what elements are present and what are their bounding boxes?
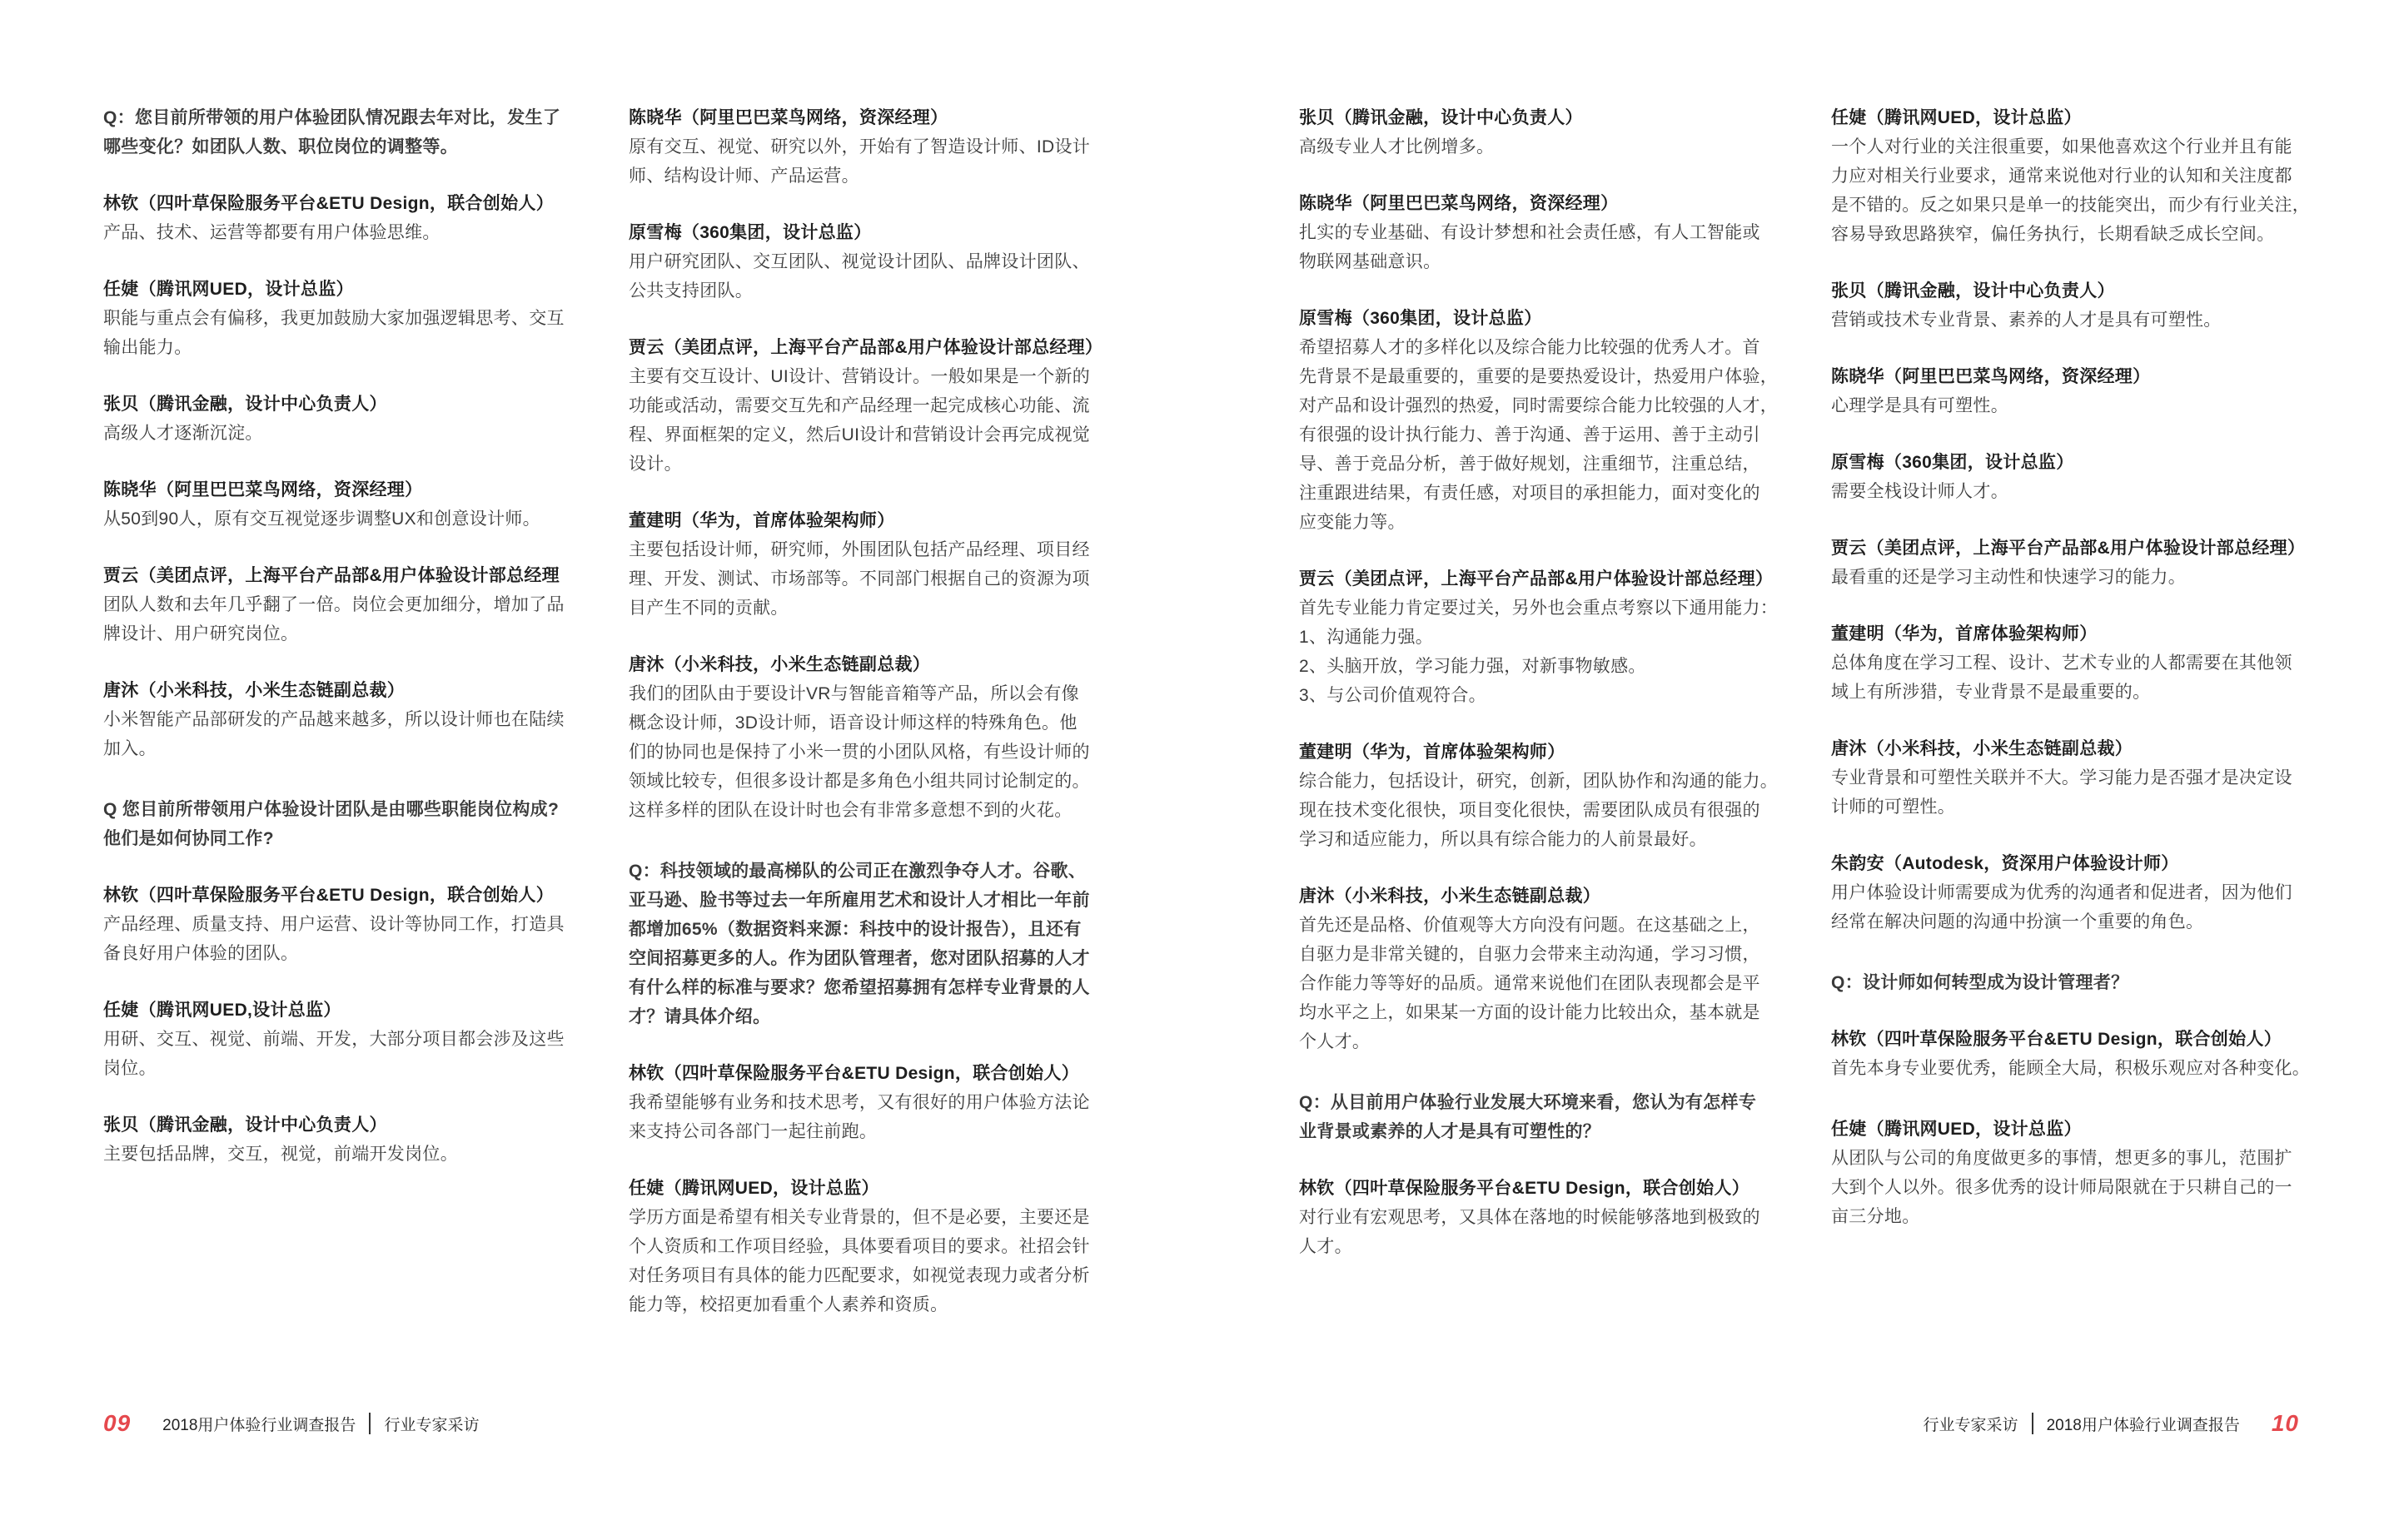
text-line: 哪些变化？如团队人数、职位岗位的调整等。 <box>103 137 458 156</box>
answer-block <box>629 218 1112 306</box>
text-line: 原有交互、视觉、研究以外，开始有了智造设计师、ID设计 <box>629 137 1091 156</box>
answer-block <box>1831 276 2314 335</box>
text-line: 计师的可塑性。 <box>1831 797 1956 817</box>
text-line: 需要全栈设计师人才。 <box>1831 482 2008 501</box>
text-line: 是不错的。反之如果只是单一的技能突出，而少有行业关注， <box>1831 196 2311 215</box>
text-line: 一个人对行业的关注很重要，如果他喜欢这个行业并且有能 <box>1831 137 2292 156</box>
answer-text <box>629 535 1112 623</box>
answer-block <box>103 881 586 968</box>
text-line: 他们是如何协同工作? <box>103 829 274 848</box>
speaker-heading: 张贝（腾讯金融，设计中心负责人） <box>103 1115 387 1135</box>
report-title: 2018用户体验行业调查报告 <box>162 1416 356 1434</box>
text-line: 自驱力是非常关键的，自驱力会带来主动沟通，学习习惯， <box>1299 945 1760 964</box>
text-line: 大到个人以外。很多优秀的设计师局限就在于只耕自己的一 <box>1831 1178 2292 1197</box>
answer-block <box>103 1110 586 1169</box>
text-line: 合作能力等等好的品质。通常来说他们在团队表现都会是平 <box>1299 974 1760 993</box>
speaker-heading: 任婕（腾讯网UED，设计总监） <box>629 1179 879 1198</box>
footer-left <box>103 1408 479 1438</box>
text-line: 人才。 <box>1299 1237 1352 1256</box>
answer-text <box>103 218 586 247</box>
speaker-heading: 唐沐（小米科技，小米生态链副总裁） <box>629 655 931 674</box>
answer-text <box>103 1025 586 1083</box>
answer-text <box>103 304 586 362</box>
question-block <box>1299 1088 1782 1146</box>
answer-block <box>629 650 1112 825</box>
text-line: 备良好用户体验的团队。 <box>103 944 299 963</box>
question-text <box>103 795 586 853</box>
text-line: 领域比较专，但很多设计都是多角色小组共同讨论制定的。 <box>629 772 1090 791</box>
question-text <box>1831 968 2314 997</box>
answer-block <box>1831 619 2314 707</box>
text-line: 最看重的还是学习主动性和快速学习的能力。 <box>1831 568 2186 587</box>
text-line: 个人资质和工作项目经验，具体要看项目的要求。社招会针 <box>629 1237 1090 1256</box>
text-line: 亩三分地。 <box>1831 1207 1920 1226</box>
text-line: 加入。 <box>103 739 157 758</box>
question-block <box>1831 968 2314 997</box>
speaker-heading: 贾云（美团点评，上海平台产品部&用户体验设计部总经理） <box>629 338 1103 357</box>
answer-text <box>103 419 586 448</box>
answer-text <box>1831 878 2314 936</box>
answer-text <box>1831 391 2314 420</box>
answer-block <box>629 1059 1112 1146</box>
answer-text <box>629 679 1112 825</box>
speaker-heading: 董建明（华为，首席体验架构师） <box>629 511 895 530</box>
report-title: 2018用户体验行业调查报告 <box>2046 1416 2240 1434</box>
speaker-heading: 原雪梅（360集团，设计总监） <box>629 223 872 242</box>
answer-text <box>103 910 586 968</box>
speaker-heading: 林钦（四叶草保险服务平台&ETU Design，联合创始人） <box>103 886 555 905</box>
speaker-heading: 陈晓华（阿里巴巴菜鸟网络，资深经理） <box>1831 367 2151 386</box>
text-line: 职能与重点会有偏移，我更加鼓励大家加强逻辑思考、交互 <box>103 309 565 328</box>
speaker-heading: 林钦（四叶草保险服务平台&ETU Design，联合创始人） <box>103 194 555 213</box>
text-line: 用户研究团队、交互团队、视觉设计团队、品牌设计团队、 <box>629 252 1090 271</box>
text-line: 高级专业人才比例增多。 <box>1299 137 1495 156</box>
text-line: 牌设计、用户研究岗位。 <box>103 624 299 643</box>
answer-block <box>103 475 586 534</box>
text-line: 力应对相关行业要求，通常来说他对行业的认知和关注度都 <box>1831 166 2292 186</box>
page-number: 10 <box>2271 1410 2299 1436</box>
page-number: 09 <box>103 1410 132 1436</box>
answer-text <box>629 362 1112 479</box>
text-line: 扎实的专业基础、有设计梦想和社会责任感，有人工智能或 <box>1299 223 1760 242</box>
text-line: 们的协同也是保持了小米一贯的小团队风格，有些设计师的 <box>629 743 1090 762</box>
answer-text <box>1299 911 1782 1056</box>
text-line: 用研、交互、视觉、前端、开发，大部分项目都会涉及这些 <box>103 1030 565 1049</box>
text-line: 公共支持团队。 <box>629 281 754 301</box>
text-line: 我们的团队由于要设计VR与智能音箱等产品，所以会有像 <box>629 684 1079 703</box>
answer-block <box>629 506 1112 623</box>
divider <box>369 1413 371 1434</box>
answer-block <box>103 189 586 247</box>
question-text <box>1299 1088 1782 1146</box>
text-line: 首先专业能力肯定要过关，另外也会重点考察以下通用能力： <box>1299 599 1779 618</box>
text-line: 综合能力，包括设计，研究，创新，团队协作和沟通的能力。 <box>1299 772 1779 791</box>
answer-text <box>1831 477 2314 506</box>
text-line: 有什么样的标准与要求？您希望招募拥有怎样专业背景的人 <box>629 978 1090 997</box>
text-line: 小米智能产品部研发的产品越来越多，所以设计师也在陆续 <box>103 710 565 729</box>
answer-block <box>103 561 586 648</box>
answer-text <box>1299 218 1782 276</box>
answer-block <box>1831 362 2314 420</box>
text-line: 师、结构设计师、产品运营。 <box>629 166 859 186</box>
speaker-heading: 董建明（华为，首席体验架构师） <box>1299 743 1565 762</box>
speaker-heading: 董建明（华为，首席体验架构师） <box>1831 624 2098 643</box>
speaker-heading: 原雪梅（360集团，设计总监） <box>1831 453 2074 472</box>
text-line: 理、开发、测试、市场部等。不同部门根据自己的资源为项 <box>629 569 1090 589</box>
text-line: 应变能力等。 <box>1299 513 1406 532</box>
text-line: Q：您目前所带领的用户体验团队情况跟去年对比，发生了 <box>103 108 561 127</box>
text-line: 导、善于竞品分析，善于做好规划，注重细节，注重总结， <box>1299 455 1760 474</box>
answer-text <box>1831 132 2314 249</box>
answer-text <box>1299 333 1782 537</box>
text-line: 主要包括设计师，研究师，外围团队包括产品经理、项目经 <box>629 540 1090 559</box>
text-line: 个人才。 <box>1299 1032 1371 1051</box>
text-line: 目产生不同的贡献。 <box>629 599 789 618</box>
answer-block <box>1299 738 1782 854</box>
answer-text <box>1299 132 1782 161</box>
question-block <box>629 857 1112 1031</box>
text-line: 业背景或素养的人才是具有可塑性的？ <box>1299 1122 1601 1141</box>
text-line: 都增加65%（数据资料来源：科技中的设计报告），且还有 <box>629 920 1082 939</box>
text-line: 先背景不是最重要的，重要的是要热爱设计，热爱用户体验， <box>1299 367 1779 386</box>
answer-block <box>103 676 586 763</box>
answer-text <box>1299 594 1782 710</box>
text-line: 2、头脑开放，学习能力强，对新事物敏感。 <box>1299 657 1646 676</box>
column-3 <box>1299 103 1782 1289</box>
speaker-heading: 唐沐（小米科技，小米生态链副总裁） <box>1299 887 1601 906</box>
answer-block <box>1299 564 1782 710</box>
answer-block <box>1831 849 2314 936</box>
text-line: 有很强的设计执行能力、善于沟通、善于运用、善于主动引 <box>1299 425 1760 445</box>
text-line: 用户体验设计师需要成为优秀的沟通者和促进者，因为他们 <box>1831 883 2292 902</box>
text-line: 空间招募更多的人。作为团队管理者，您对团队招募的人才 <box>629 949 1090 968</box>
speaker-heading: 贾云（美团点评，上海平台产品部&用户体验设计部总经理 <box>103 566 560 585</box>
speaker-heading: 任婕（腾讯网UED，设计总监） <box>1831 108 2082 127</box>
speaker-heading: 陈晓华（阿里巴巴菜鸟网络，资深经理） <box>103 480 423 499</box>
text-line: 主要有交互设计、UI设计、营销设计。一般如果是一个新的 <box>629 367 1091 386</box>
text-line: 注重跟进结果，有责任感，对项目的承担能力，面对变化的 <box>1299 484 1760 503</box>
text-line: 团队人数和去年几乎翻了一倍。岗位会更加细分，增加了品 <box>103 595 565 614</box>
column-1 <box>103 103 586 1196</box>
speaker-heading: 林钦（四叶草保险服务平台&ETU Design，联合创始人） <box>1831 1030 2282 1049</box>
text-line: 高级人才逐渐沉淀。 <box>103 424 263 443</box>
answer-block <box>1299 189 1782 276</box>
answer-block <box>629 1174 1112 1319</box>
answer-block <box>1831 448 2314 506</box>
column-2 <box>629 103 1112 1347</box>
speaker-heading: 陈晓华（阿里巴巴菜鸟网络，资深经理） <box>629 108 948 127</box>
answer-block <box>1299 304 1782 537</box>
text-line: 首先本身专业要优秀，能顾全大局，积极乐观应对各种变化。 <box>1831 1059 2311 1078</box>
text-line: 产品、技术、运营等都要有用户体验思维。 <box>103 223 440 242</box>
text-line: 营销或技术专业背景、素养的人才是具有可塑性。 <box>1831 310 2222 330</box>
text-line: 设计。 <box>629 455 682 474</box>
speaker-heading: 陈晓华（阿里巴巴菜鸟网络，资深经理） <box>1299 194 1619 213</box>
text-line: 1、沟通能力强。 <box>1299 628 1434 647</box>
speaker-heading: 任婕（腾讯网UED，设计总监） <box>1831 1120 2082 1139</box>
answer-block <box>103 275 586 362</box>
answer-text <box>103 1140 586 1169</box>
text-line: 从50到90人，原有交互视觉逐步调整UX和创意设计师。 <box>103 509 540 529</box>
footer-right <box>1924 1408 2299 1438</box>
text-line: 功能或活动，需要交互先和产品经理一起完成核心功能、流 <box>629 396 1090 415</box>
section-title: 行业专家采访 <box>384 1416 480 1434</box>
text-line: Q：设计师如何转型成为设计管理者？ <box>1831 973 2129 992</box>
answer-text <box>1831 1144 2314 1231</box>
answer-text <box>1831 763 2314 822</box>
answer-block <box>1831 1115 2314 1231</box>
answer-text <box>103 504 586 534</box>
answer-text <box>629 132 1112 191</box>
text-line: 来支持公司各部门一起往前跑。 <box>629 1122 878 1141</box>
answer-text <box>1831 306 2314 335</box>
speaker-heading: 张贝（腾讯金融，设计中心负责人） <box>1299 108 1583 127</box>
text-line: Q：科技领域的最高梯队的公司正在激烈争夺人才。谷歌、 <box>629 862 1087 881</box>
divider <box>2032 1413 2033 1434</box>
text-line: 才？请具体介绍。 <box>629 1007 771 1026</box>
text-line: 概念设计师，3D设计师，语音设计师这样的特殊角色。他 <box>629 713 1078 733</box>
answer-block <box>1299 103 1782 161</box>
text-line: 从团队与公司的角度做更多的事情，想更多的事儿，范围扩 <box>1831 1149 2292 1168</box>
speaker-heading: 唐沐（小米科技，小米生态链副总裁） <box>103 681 406 700</box>
text-line: 3、与公司价值观符合。 <box>1299 686 1486 705</box>
answer-block <box>629 103 1112 191</box>
speaker-heading: 张贝（腾讯金融，设计中心负责人） <box>103 395 387 414</box>
answer-text <box>629 247 1112 306</box>
answer-text <box>629 1088 1112 1146</box>
speaker-heading: 朱韵安（Autodesk，资深用户体验设计师） <box>1831 854 2179 873</box>
text-line: 希望招募人才的多样化以及综合能力比较强的优秀人才。首 <box>1299 338 1760 357</box>
answer-text <box>103 705 586 763</box>
text-line: 这样多样的团队在设计时也会有非常多意想不到的火花。 <box>629 801 1073 820</box>
speaker-heading: 任婕（腾讯网UED,设计总监） <box>103 1001 341 1020</box>
question-text <box>629 857 1112 1031</box>
question-block <box>103 795 586 853</box>
answer-block <box>103 390 586 448</box>
answer-text <box>1831 648 2314 707</box>
text-line: 心理学是具有可塑性。 <box>1831 396 2008 415</box>
answer-block <box>1831 734 2314 822</box>
speaker-heading: 原雪梅（360集团，设计总监） <box>1299 309 1542 328</box>
text-line: 对行业有宏观思考，又具体在落地的时候能够落地到极致的 <box>1299 1208 1760 1227</box>
answer-text <box>629 1203 1112 1319</box>
speaker-heading: 任婕（腾讯网UED，设计总监） <box>103 280 354 299</box>
answer-block <box>1299 1174 1782 1261</box>
answer-block <box>629 333 1112 479</box>
speaker-heading: 唐沐（小米科技，小米生态链副总裁） <box>1831 739 2133 758</box>
answer-text <box>1831 1054 2314 1083</box>
text-line: 物联网基础意识。 <box>1299 252 1441 271</box>
text-line: Q 您目前所带领用户体验设计团队是由哪些职能岗位构成? <box>103 800 560 819</box>
text-line: 专业背景和可塑性关联并不大。学习能力是否强才是决定设 <box>1831 768 2292 787</box>
answer-block <box>103 996 586 1083</box>
text-line: 均水平之上，如果某一方面的设计能力比较出众，基本就是 <box>1299 1003 1760 1022</box>
text-line: 对产品和设计强烈的热爱，同时需要综合能力比较强的人才， <box>1299 396 1779 415</box>
text-line: 岗位。 <box>103 1059 157 1078</box>
question-block <box>103 103 586 161</box>
answer-block <box>1831 103 2314 249</box>
answer-text <box>1299 1203 1782 1261</box>
answer-block <box>1831 1025 2314 1083</box>
text-line: 产品经理、质量支持、用户运营、设计等协同工作，打造具 <box>103 915 565 934</box>
text-line: 学历方面是希望有相关专业背景的，但不是必要，主要还是 <box>629 1208 1090 1227</box>
text-line: 能力等，校招更加看重个人素养和资质。 <box>629 1295 948 1314</box>
answer-block <box>1299 882 1782 1056</box>
text-line: 我希望能够有业务和技术思考，又有很好的用户体验方法论 <box>629 1093 1090 1112</box>
answer-block <box>1831 534 2314 592</box>
answer-text <box>1831 563 2314 592</box>
text-line: 学习和适应能力，所以具有综合能力的人前景最好。 <box>1299 830 1707 849</box>
text-line: 总体角度在学习工程、设计、艺术专业的人都需要在其他领 <box>1831 653 2292 673</box>
text-line: 经常在解决问题的沟通中扮演一个重要的角色。 <box>1831 912 2204 931</box>
speaker-heading: 贾云（美团点评，上海平台产品部&用户体验设计部总经理） <box>1831 539 2306 558</box>
text-line: 亚马逊、脸书等过去一年所雇用艺术和设计人才相比一年前 <box>629 891 1090 910</box>
section-title: 行业专家采访 <box>1923 1416 2018 1434</box>
text-line: 程、界面框架的定义，然后UI设计和营销设计会再完成视觉 <box>629 425 1091 445</box>
column-4 <box>1831 103 2314 1259</box>
text-line: 首先还是品格、价值观等大方向没有问题。在这基础之上， <box>1299 916 1760 935</box>
answer-text <box>1299 767 1782 854</box>
text-line: Q：从目前用户体验行业发展大环境来看，您认为有怎样专 <box>1299 1093 1757 1112</box>
text-line: 主要包括品牌，交互，视觉，前端开发岗位。 <box>103 1145 458 1164</box>
text-line: 容易导致思路狭窄，偏任务执行，长期看缺乏成长空间。 <box>1831 225 2275 244</box>
speaker-heading: 林钦（四叶草保险服务平台&ETU Design，联合创始人） <box>629 1064 1080 1083</box>
text-line: 域上有所涉猎，专业背景不是最重要的。 <box>1831 683 2151 702</box>
text-line: 对任务项目有具体的能力匹配要求，如视觉表现力或者分析 <box>629 1266 1090 1285</box>
text-line: 现在技术变化很快，项目变化很快，需要团队成员有很强的 <box>1299 801 1760 820</box>
text-line: 输出能力。 <box>103 338 192 357</box>
answer-text <box>103 590 586 648</box>
speaker-heading: 贾云（美团点评，上海平台产品部&用户体验设计部总经理） <box>1299 569 1774 589</box>
question-text <box>103 103 586 161</box>
speaker-heading: 林钦（四叶草保险服务平台&ETU Design，联合创始人） <box>1299 1179 1750 1198</box>
speaker-heading: 张贝（腾讯金融，设计中心负责人） <box>1831 281 2115 301</box>
